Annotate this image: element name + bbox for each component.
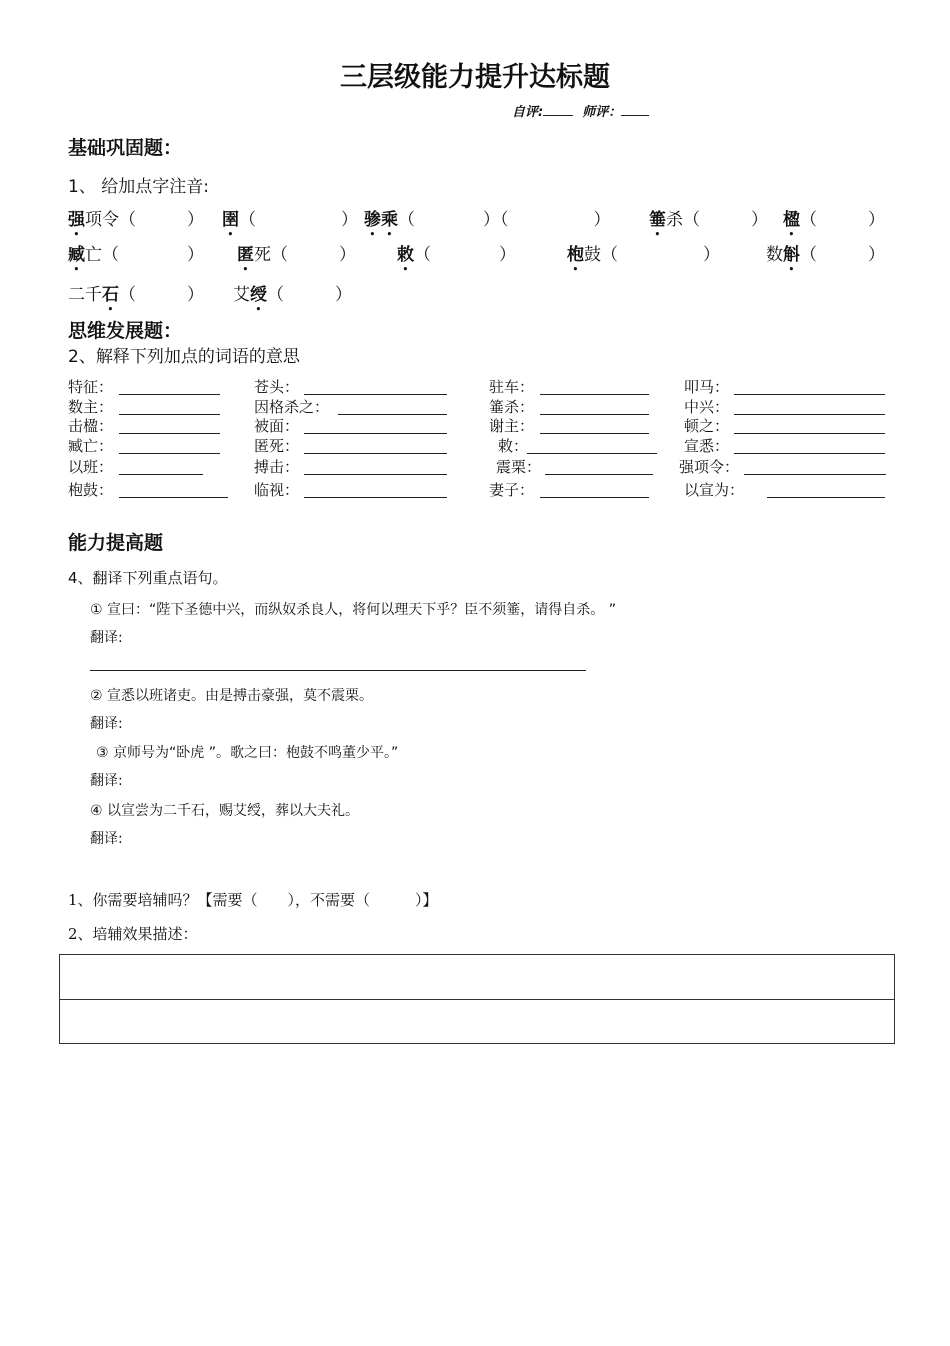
sentence-4: ④ 以宣尝为二千石，赐艾绶，葬以大夫礼。 <box>90 803 359 819</box>
vocab-term: 被面： <box>254 417 300 435</box>
vocab-answer-line[interactable] <box>734 414 885 415</box>
pinyin-item: 骖乘（ ）（ ） <box>364 210 611 230</box>
vocab-term: 以班： <box>68 458 114 476</box>
vocab-term: 敕： <box>498 437 529 455</box>
vocab-term: 谢主： <box>489 417 535 435</box>
vocab-term: 强项令： <box>679 458 740 476</box>
vocab-answer-line[interactable] <box>119 433 220 434</box>
pinyin-item: 圉（ ） <box>222 210 358 230</box>
question-2: 2、解释下列加点的词语的意思 <box>68 347 300 367</box>
vocab-answer-line[interactable] <box>540 497 649 498</box>
vocab-term: 因格杀之： <box>254 398 330 416</box>
question-4: 4、翻译下列重点语句。 <box>68 569 228 587</box>
pinyin-item: 敕（ ） <box>397 245 516 265</box>
vocab-term: 顿之： <box>684 417 730 435</box>
pinyin-item: 艾绶（ ） <box>233 285 352 305</box>
pinyin-item: 臧亡（ ） <box>68 245 204 265</box>
pinyin-item: 枹鼓（ ） <box>567 245 720 265</box>
vocab-term: 数主： <box>68 398 114 416</box>
vocab-answer-line[interactable] <box>767 497 885 498</box>
teacher-eval-label: 师评： <box>582 105 622 120</box>
vocab-term: 击楹： <box>68 417 114 435</box>
vocab-term: 临视： <box>254 481 300 499</box>
sentence-2: ② 宣悉以班诸吏。由是搏击豪强，莫不震栗。 <box>90 688 373 704</box>
vocab-answer-line[interactable] <box>304 433 447 434</box>
translate-label: 翻译: <box>90 630 123 646</box>
vocab-term: 妻子： <box>489 481 535 499</box>
vocab-answer-line[interactable] <box>527 453 657 454</box>
vocab-answer-line[interactable] <box>304 474 447 475</box>
vocab-answer-line[interactable] <box>304 453 447 454</box>
vocab-answer-line[interactable] <box>734 433 885 434</box>
vocab-term: 特征： <box>68 378 114 396</box>
pinyin-item: 楹（ ） <box>783 210 885 230</box>
tutoring-effect-label: 2、培辅效果描述： <box>68 925 198 943</box>
vocab-term: 苍头： <box>254 378 300 396</box>
tutoring-effect-box[interactable] <box>59 954 895 1000</box>
vocab-answer-line[interactable] <box>744 474 886 475</box>
pinyin-item: 匿死（ ） <box>237 245 356 265</box>
self-eval-label: 自评: <box>512 105 544 120</box>
page-title: 三层级能力提升达标题 <box>340 62 610 93</box>
pinyin-item: 数斛（ ） <box>766 245 885 265</box>
vocab-answer-line[interactable] <box>304 497 447 498</box>
translate-label: 翻译: <box>90 773 123 789</box>
pinyin-item: 二千石（ ） <box>68 285 204 305</box>
vocab-answer-line[interactable] <box>119 414 220 415</box>
vocab-answer-line[interactable] <box>545 474 653 475</box>
translate-label: 翻译: <box>90 716 123 732</box>
vocab-answer-line[interactable] <box>540 394 649 395</box>
pinyin-item: 强项令（ ） <box>68 210 204 230</box>
vocab-term: 匿死： <box>254 437 300 455</box>
vocab-answer-line[interactable] <box>119 453 220 454</box>
pinyin-item: 箠杀（ ） <box>649 210 768 230</box>
sentence-3: ③ 京师号为“卧虎 ”。歌之曰：枹鼓不鸣董少平。” <box>96 745 399 761</box>
question-1: 1、 给加点字注音: <box>68 177 209 197</box>
vocab-answer-line[interactable] <box>540 414 649 415</box>
vocab-answer-line[interactable] <box>734 394 885 395</box>
evaluation-line <box>512 101 649 120</box>
vocab-term: 搏击： <box>254 458 300 476</box>
vocab-answer-line[interactable] <box>304 394 447 395</box>
vocab-answer-line[interactable] <box>119 497 228 498</box>
tutoring-question: 1、你需要培辅吗？【需要（ ），不需要（ ）】 <box>68 891 438 909</box>
vocab-term: 宣悉： <box>684 437 730 455</box>
vocab-term: 驻车： <box>489 378 535 396</box>
section-basic-heading: 基础巩固题： <box>68 137 183 159</box>
vocab-answer-line[interactable] <box>119 474 203 475</box>
vocab-answer-line[interactable] <box>338 414 447 415</box>
vocab-term: 以宣为： <box>684 481 745 499</box>
self-eval-blank[interactable] <box>543 103 573 116</box>
vocab-answer-line[interactable] <box>540 433 649 434</box>
section-thinking-heading: 思维发展题： <box>68 320 183 342</box>
translate-label: 翻译: <box>90 831 123 847</box>
vocab-answer-line[interactable] <box>119 394 220 395</box>
vocab-term: 叩马： <box>684 378 730 396</box>
section-ability-heading: 能力提高题 <box>68 532 164 554</box>
vocab-term: 震栗： <box>496 458 542 476</box>
vocab-answer-line[interactable] <box>734 453 885 454</box>
teacher-eval-blank[interactable] <box>621 103 649 116</box>
tutoring-effect-box[interactable] <box>59 999 895 1044</box>
sentence-1: ① 宣曰：“陛下圣德中兴，而纵奴杀良人，将何以理天下乎？臣不须箠，请得自杀。 ” <box>90 602 616 618</box>
vocab-term: 枹鼓： <box>68 481 114 499</box>
vocab-term: 中兴： <box>684 398 730 416</box>
vocab-term: 箠杀： <box>489 398 535 416</box>
vocab-term: 臧亡： <box>68 437 114 455</box>
answer-line[interactable] <box>90 670 586 671</box>
